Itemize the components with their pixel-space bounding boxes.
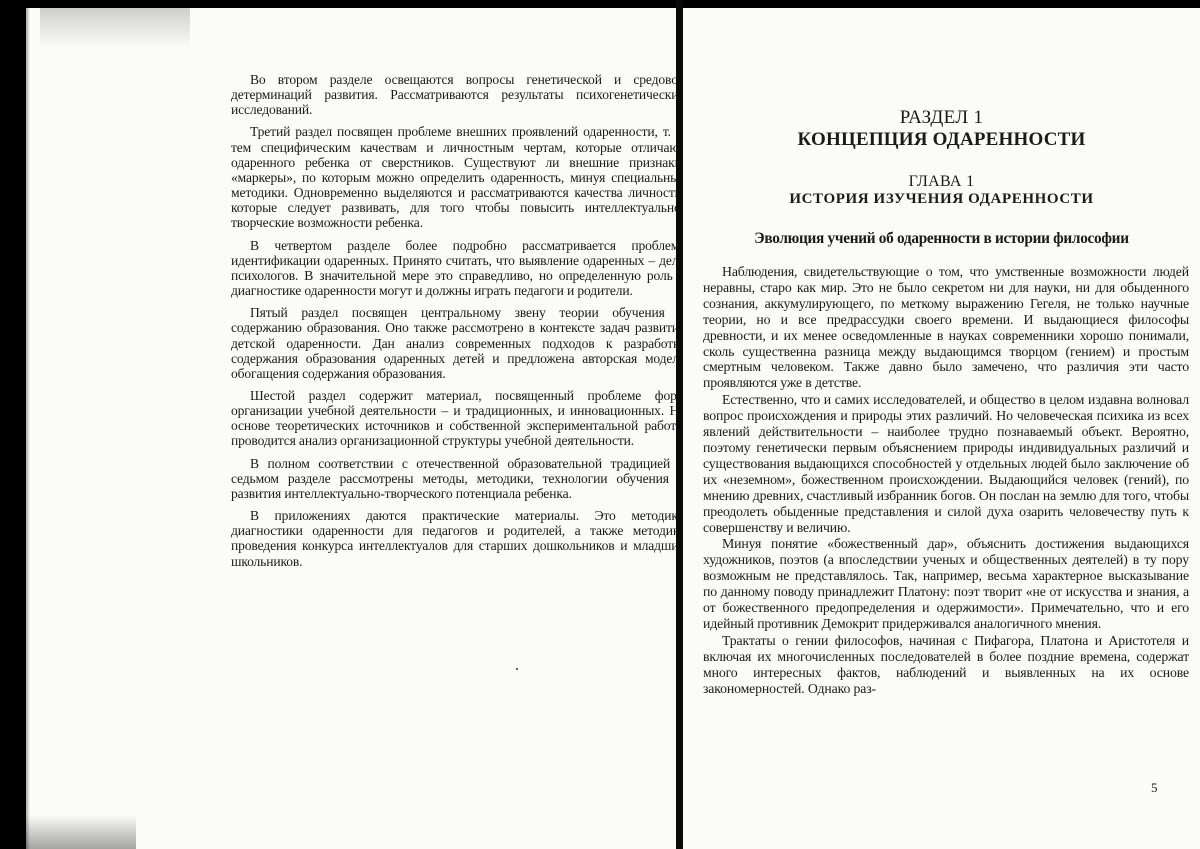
section-title: КОНЦЕПЦИЯ ОДАРЕННОСТИ: [683, 129, 1200, 151]
paragraph: Наблюдения, свидетельствующие о том, что умственные возможности людей неравны, старо как мир. Это не было секретом ни для науки, ни для обыденного сознания, аккумулирующего, по меткому выражению Гегеля, не только научные теории, но и все предрассудки своего времени. И выдающиеся философы древности, и их менее осведомленные в науках современники хорошо понимали, сколь существенна разница между выдающимся творцом (гением) и простым смертным человеком. Также давно было замечено, что различия эти часто проявляются уже в детстве.: [703, 264, 1189, 391]
scan-top-shadow: [40, 8, 190, 48]
chapter-label: ГЛАВА 1: [683, 173, 1200, 191]
paragraph: В приложениях даются практические материалы. Это методики диагностики одаренности для педагогов и родителей, а также методика проведения конкурса интеллектуалов для старших дошкольников и младших школьников.: [231, 508, 685, 569]
paragraph: Минуя понятие «божественный дар», объяснить достижения выдающихся художников, поэтов (а впоследствии ученых и общественных деятелей) в ту пору возможным не представлялось. Так, например, весьма характерное высказывание по данному поводу принадлежит Платону: поэт творит «не от искусства и знания, а от божественного предопределения и одержимости». Примечательно, что и его идейный противник Демокрит придерживался аналогичного мнения.: [703, 536, 1189, 631]
paragraph: Шестой раздел содержит материал, посвященный проблеме форм организации учебной деятельности – и традиционных, и инновационных. На основе теоретических источников и собственной экспериментальной работы проводится анализ организационной структуры учебной деятельности.: [231, 388, 685, 449]
paragraph: Естественно, что и самих исследователей, и общество в целом издавна волновал вопрос происхождения и природы этих различий. Но человеческая психика из всех явлений действительности – наиболее трудно познаваемый объект. Вероятно, поэтому генетически первым объяснением природы индивидуальных различий и существования выдающихся способностей у отдельных людей было заключение об их «неземном», божественном происхождении. Выдающийся человек (гений), по мнению древних, счастливый избранник богов. Он послан на землю для того, чтобы преодолеть обыденные представления и силой духа озарить человечеству путь к совершенству и величию.: [703, 392, 1189, 535]
paragraph: Третий раздел посвящен проблеме внешних проявлений одаренности, т. е. тем специфическим качествам и личностным чертам, которые отличают одаренного ребенка от сверстников. Существуют ли внешние признаки, «маркеры», по которым можно определить одаренность, минуя специальные методики. Одновременно выделяются и рассматриваются качества личности, которые следует развивать, для того чтобы повысить интеллектуально-творческие возможности ребенка.: [231, 124, 685, 230]
page-number: 5: [1151, 780, 1158, 796]
book-gutter: [676, 0, 683, 849]
right-page-text: [703, 264, 1189, 696]
paragraph: В полном соответствии с отечественной образовательной традицией в седьмом разделе рассмотрены методы, методики, технологии обучения и развития интеллектуально-творческого потенциала ребенка.: [231, 456, 685, 501]
paragraph: Трактаты о гении философов, начиная с Пифагора, Платона и Аристотеля и включая их многочисленных последователей в более поздние времена, содержат много интересных фактов, наблюдений и выявленных на их основе закономерностей. Однако раз-: [703, 633, 1189, 697]
paragraph: Во втором разделе освещаются вопросы генетической и средовой детерминаций развития. Рассматриваются результаты психогенетических исследований.: [231, 72, 685, 117]
right-page: [683, 8, 1200, 849]
left-page: [26, 8, 676, 849]
chapter-title: ИСТОРИЯ ИЗУЧЕНИЯ ОДАРЕННОСТИ: [683, 191, 1200, 208]
paragraph: Пятый раздел посвящен центральному звену теории обучения – содержанию образования. Оно также рассмотрено в контексте задач развития детской одаренности. Дан анализ современных подходов к разработке содержания образования одаренных детей и предложена авторская модель обогащения содержания образования.: [231, 305, 685, 381]
scan-bottom-shadow: [26, 815, 136, 849]
scan-left-shadow: [0, 0, 30, 849]
left-page-text: [231, 72, 685, 569]
scan-speck: [516, 668, 518, 670]
paragraph: В четвертом разделе более подробно рассматривается проблема идентификации одаренных. Принято считать, что выявление одаренных – дело психологов. В значительной мере это справедливо, но определенную роль в диагностике одаренности могут и должны играть педагоги и родители.: [231, 238, 685, 299]
section-label: РАЗДЕЛ 1: [683, 107, 1200, 129]
subsection-title: Эволюция учений об одаренности в истории философии: [683, 230, 1200, 248]
